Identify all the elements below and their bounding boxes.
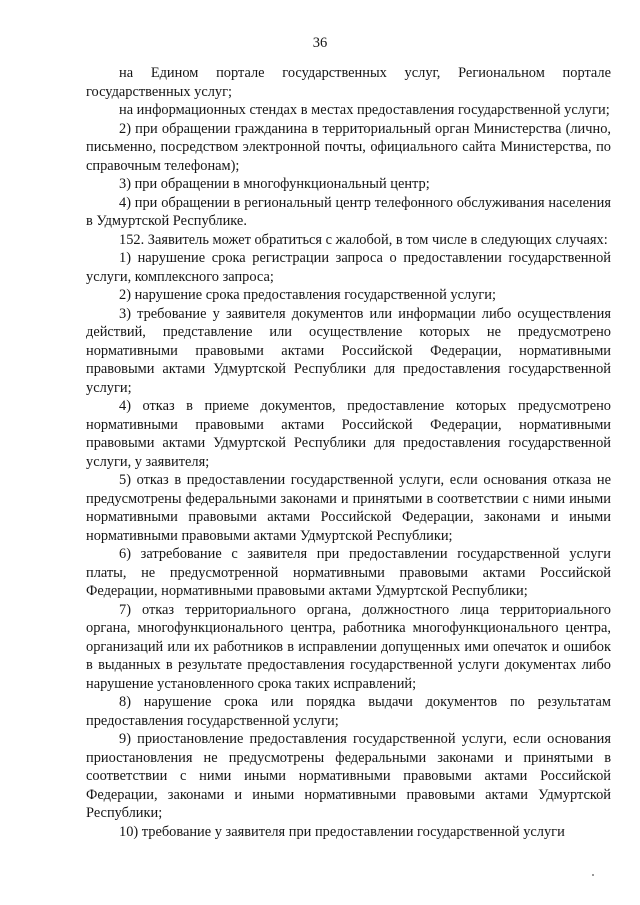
paragraph-152: 152. Заявитель может обратиться с жалобой, в том числе в следующих случаях: <box>119 231 608 248</box>
complaint-case-4: 4) отказ в приеме документов, предоставление которых предусмотрено нормативными правовыми актами Российской Федерации, нормативными правовыми актами Удмуртской Республики для предоставления государственной услуги, у заявителя; <box>86 398 611 470</box>
complaint-case-3: 3) требование у заявителя документов или информации либо осуществления действий, представление или осуществление которых не предусмотрено нормативными правовыми актами Российской Федерации, нормативными правовыми актами Удмуртской Республики для предоставления государственной услуги; <box>86 305 611 396</box>
paragraph-info-stands: на информационных стендах в местах предоставления государственной услуги; <box>119 102 610 118</box>
complaint-case-9: 9) приостановление предоставления государственной услуги, если основания приостановления не предусмотрены федеральными законами и принятыми в соответствии с ними иными нормативными правовыми актами Российской Федерации, законами и иными нормативными правовыми актами Удмуртской Республики; <box>86 731 611 821</box>
complaint-case-6: 6) затребование с заявителя при предоставлении государственной услуги платы, не предусмотренной нормативными правовыми актами Российской Федерации, нормативными правовыми актами Удмуртской Республики; <box>86 546 611 599</box>
paragraph-item-3: 3) при обращении в многофункциональный центр; <box>119 176 430 192</box>
document-body <box>86 64 611 841</box>
complaint-case-1: 1) нарушение срока регистрации запроса о предоставлении государственной услуги, комплексного запроса; <box>86 250 611 285</box>
complaint-case-8: 8) нарушение срока или порядка выдачи документов по результатам предоставления государственной услуги; <box>86 694 611 729</box>
complaint-case-5: 5) отказ в предоставлении государственной услуги, если основания отказа не предусмотрены федеральными законами и принятыми в соответствии с ними иными нормативными правовыми актами Российской Федерации, законами и иными нормативными правовыми актами Удмуртской Республики; <box>86 472 611 544</box>
paragraph-item-2: 2) при обращении гражданина в территориальный орган Министерства (лично, письменно, посредством электронной почты, официального сайта Министерства, по справочным телефонам); <box>86 120 611 174</box>
paragraph-item-4: 4) при обращении в региональный центр телефонного обслуживания населения в Удмуртской Республике. <box>86 194 611 229</box>
complaint-case-10: 10) требование у заявителя при предоставлении государственной услуги <box>119 823 565 840</box>
paragraph-portal: на Едином портале государственных услуг, Региональном портале государственных услуг; <box>86 65 611 100</box>
complaint-case-2: 2) нарушение срока предоставления государственной услуги; <box>119 287 496 303</box>
page-number: 36 <box>312 35 328 51</box>
complaint-case-7: 7) отказ территориального органа, должностного лица территориального органа, многофункционального центра, работника многофункционального центра, организаций или их работников в исправлении допущенных ими опечаток и ошибок в выданных в результате предоставления государственной услуги документах либо нарушение установленного срока таких исправлений; <box>86 601 611 692</box>
scan-speck <box>592 874 594 876</box>
